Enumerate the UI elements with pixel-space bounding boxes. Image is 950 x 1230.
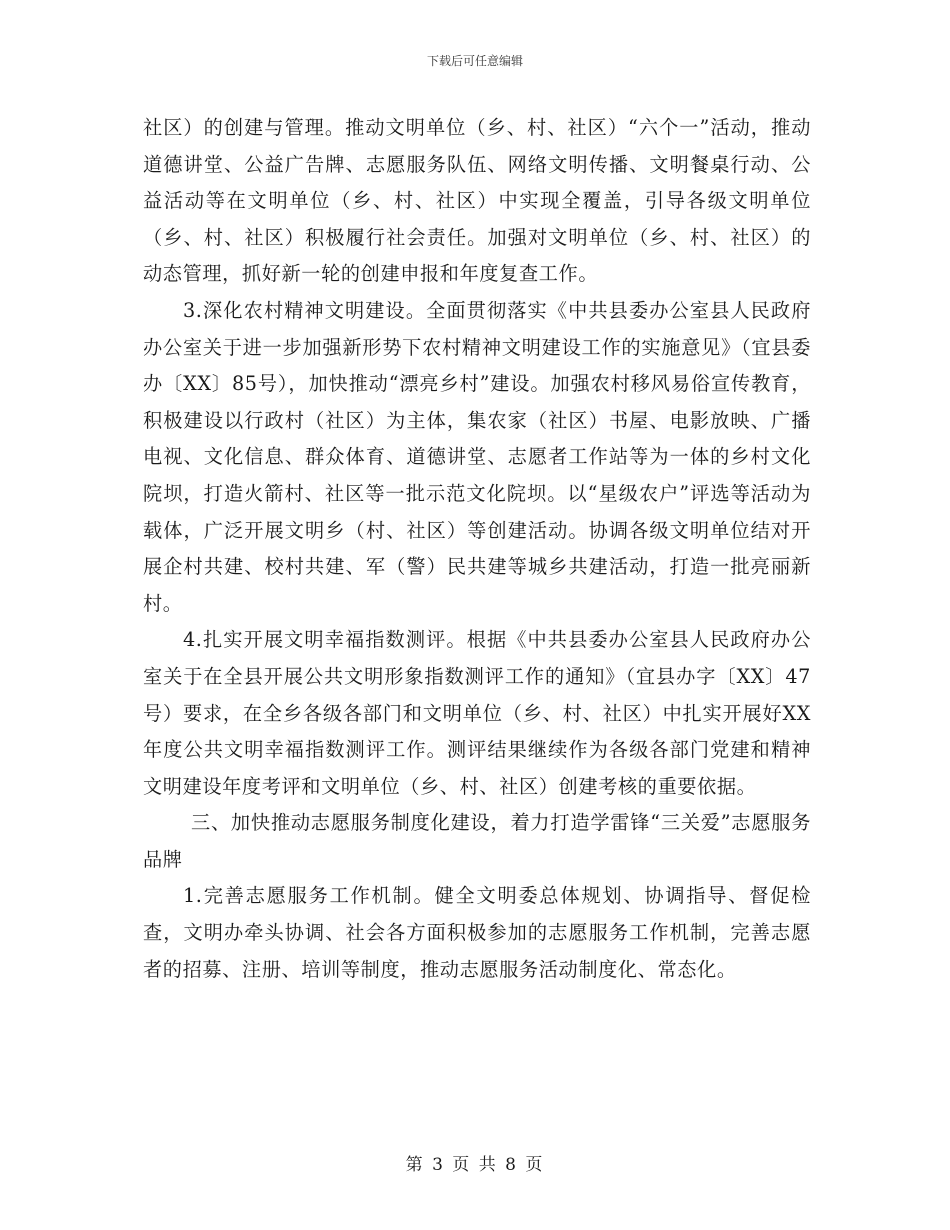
page-header-note: 下载后可任意编辑 (426, 54, 523, 68)
document-body (143, 110, 811, 988)
paragraph-rural-civilization: 3.深化农村精神文明建设。全面贯彻落实《中共县委办公室县人民政府办公室关于进一步加强新形势下农村精神文明建设工作的实施意见》（宜县委办〔XX〕85号），加快推动“漂亮乡村”建设。加强农村移风易俗宣传教育，积极建设以行政村（社区）为主体，集农家（社区）书屋、电影放映、广播电视、文化信息、群众体育、道德讲堂、志愿者工作站等为一体的乡村文化院坝，打造火箭村、社区等一批示范文化院坝。以“星级农户”评选等活动为载体，广泛开展文明乡（村、社区）等创建活动。协调各级文明单位结对开展企村共建、校村共建、军（警）民共建等城乡共建活动，打造一批亮丽新村。 (143, 298, 811, 615)
section-heading-volunteer: 三、加快推动志愿服务制度化建设，着力打造学雷锋“三关爱”志愿服务品牌 (143, 811, 811, 871)
paragraph-happiness-index: 4.扎实开展文明幸福指数测评。根据《中共县委办公室县人民政府办公室关于在全县开展公共文明形象指数测评工作的通知》（宜县办字〔XX〕47号）要求，在全乡各级各部门和文明单位（乡、村、社区）中扎实开展好XX年度公共文明幸福指数测评工作。测评结果继续作为各级各部门党建和精神文明建设年度考评和文明单位（乡、村、社区）创建考核的重要依据。 (143, 628, 811, 798)
paragraph-volunteer-mechanism: 1.完善志愿服务工作机制。健全文明委总体规划、协调指导、督促检查，文明办牵头协调、社会各方面积极参加的志愿服务工作机制，完善志愿者的招募、注册、培训等制度，推动志愿服务活动制度化、常态化。 (143, 884, 811, 981)
paragraph-continuation: 社区）的创建与管理。推动文明单位（乡、村、社区）“六个一”活动，推动道德讲堂、公益广告牌、志愿服务队伍、网络文明传播、文明餐桌行动、公益活动等在文明单位（乡、村、社区）中实现全覆盖，引导各级文明单位（乡、村、社区）积极履行社会责任。加强对文明单位（乡、村、社区）的动态管理，抓好新一轮的创建申报和年度复查工作。 (143, 116, 811, 286)
page-number-footer: 第 3 页 共 8 页 (405, 1155, 545, 1175)
